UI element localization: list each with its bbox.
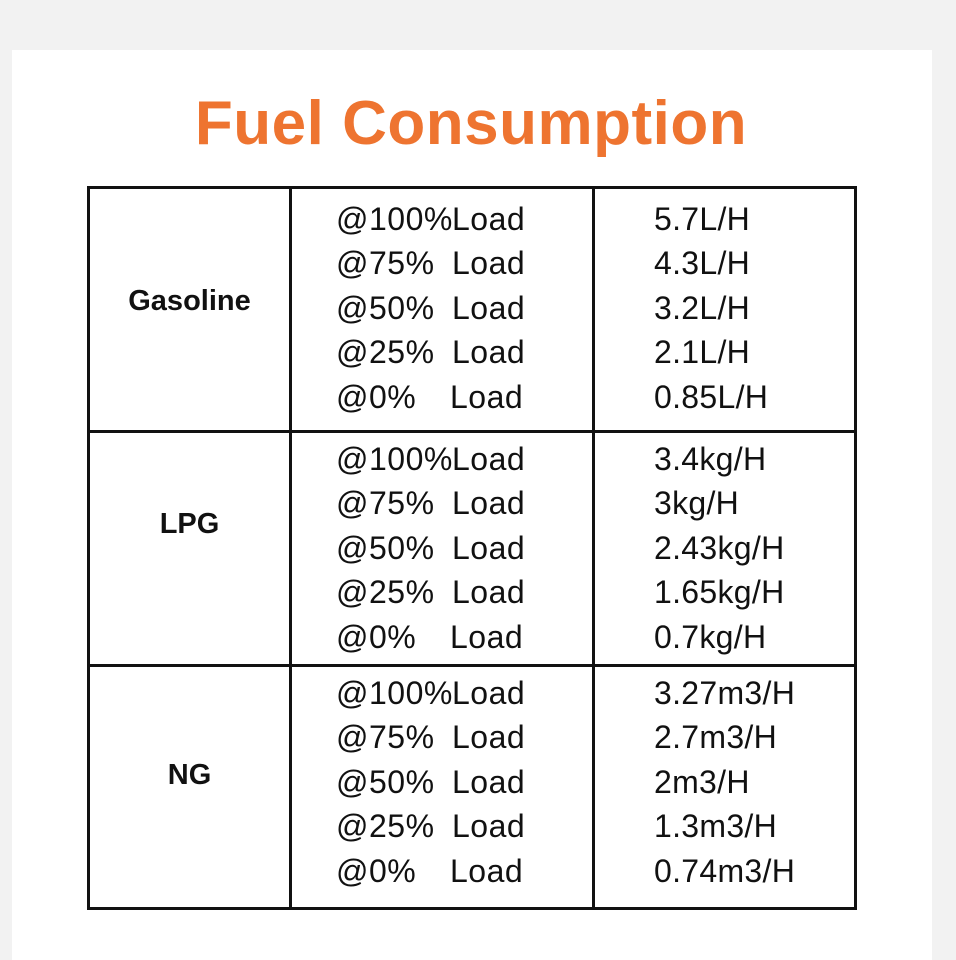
fuel-label: NG [167, 759, 212, 791]
consumption-value: 3.2L/H [654, 290, 751, 326]
table-row [90, 570, 854, 614]
consumption-value: 4.3L/H [654, 245, 751, 281]
load-percent: @50% [336, 290, 435, 326]
load-label: Load [452, 334, 526, 370]
consumption-value: 2m3/H [654, 764, 750, 800]
table-row [90, 715, 854, 759]
load-percent: @75% [336, 719, 435, 755]
consumption-value: 2.1L/H [654, 334, 751, 370]
load-percent: @0% [336, 853, 417, 889]
load-label: Load [452, 764, 526, 800]
consumption-value: 0.85L/H [654, 379, 769, 415]
load-label: Load [452, 574, 526, 610]
load-label: Load [452, 485, 526, 521]
table-row [90, 197, 854, 241]
fuel-label: LPG [159, 508, 220, 540]
load-label: Load [452, 675, 526, 711]
consumption-value: 3.4kg/H [654, 441, 767, 477]
load-percent: @100% [336, 675, 453, 711]
group-lpg [90, 433, 854, 664]
table-row [90, 437, 854, 481]
load-label: Load [452, 441, 526, 477]
load-percent: @0% [336, 619, 417, 655]
consumption-value: 1.3m3/H [654, 808, 778, 844]
table-row [90, 615, 854, 659]
consumption-value: 1.65kg/H [654, 574, 785, 610]
table-row [90, 330, 854, 374]
load-label: Load [452, 808, 526, 844]
table-row [90, 375, 854, 419]
load-label: Load [450, 853, 524, 889]
consumption-value: 3.27m3/H [654, 675, 796, 711]
table-row [90, 760, 854, 804]
consumption-value: 0.74m3/H [654, 853, 796, 889]
load-percent: @75% [336, 485, 435, 521]
load-label: Load [452, 245, 526, 281]
table-row [90, 526, 854, 570]
consumption-value: 2.7m3/H [654, 719, 778, 755]
load-label: Load [452, 719, 526, 755]
load-percent: @25% [336, 334, 435, 370]
consumption-value: 0.7kg/H [654, 619, 767, 655]
consumption-value: 2.43kg/H [654, 530, 785, 566]
load-percent: @0% [336, 379, 417, 415]
consumption-value: 5.7L/H [654, 201, 751, 237]
table-row [90, 671, 854, 715]
consumption-value: 3kg/H [654, 485, 740, 521]
table-row [90, 286, 854, 330]
table-row [90, 241, 854, 285]
load-label: Load [450, 619, 524, 655]
load-percent: @75% [336, 245, 435, 281]
group-ng [90, 667, 854, 904]
load-percent: @50% [336, 530, 435, 566]
table-row [90, 804, 854, 848]
load-percent: @100% [336, 441, 453, 477]
table-row [90, 481, 854, 525]
load-label: Load [450, 379, 524, 415]
load-percent: @100% [336, 201, 453, 237]
load-percent: @50% [336, 764, 435, 800]
load-label: Load [452, 290, 526, 326]
load-percent: @25% [336, 574, 435, 610]
load-label: Load [452, 201, 526, 237]
fuel-label: Gasoline [128, 285, 251, 317]
group-gasoline [90, 189, 854, 430]
load-percent: @25% [336, 808, 435, 844]
table-row [90, 849, 854, 893]
page-title: Fuel Consumption [194, 89, 748, 158]
fuel-consumption-table [87, 186, 857, 910]
load-label: Load [452, 530, 526, 566]
